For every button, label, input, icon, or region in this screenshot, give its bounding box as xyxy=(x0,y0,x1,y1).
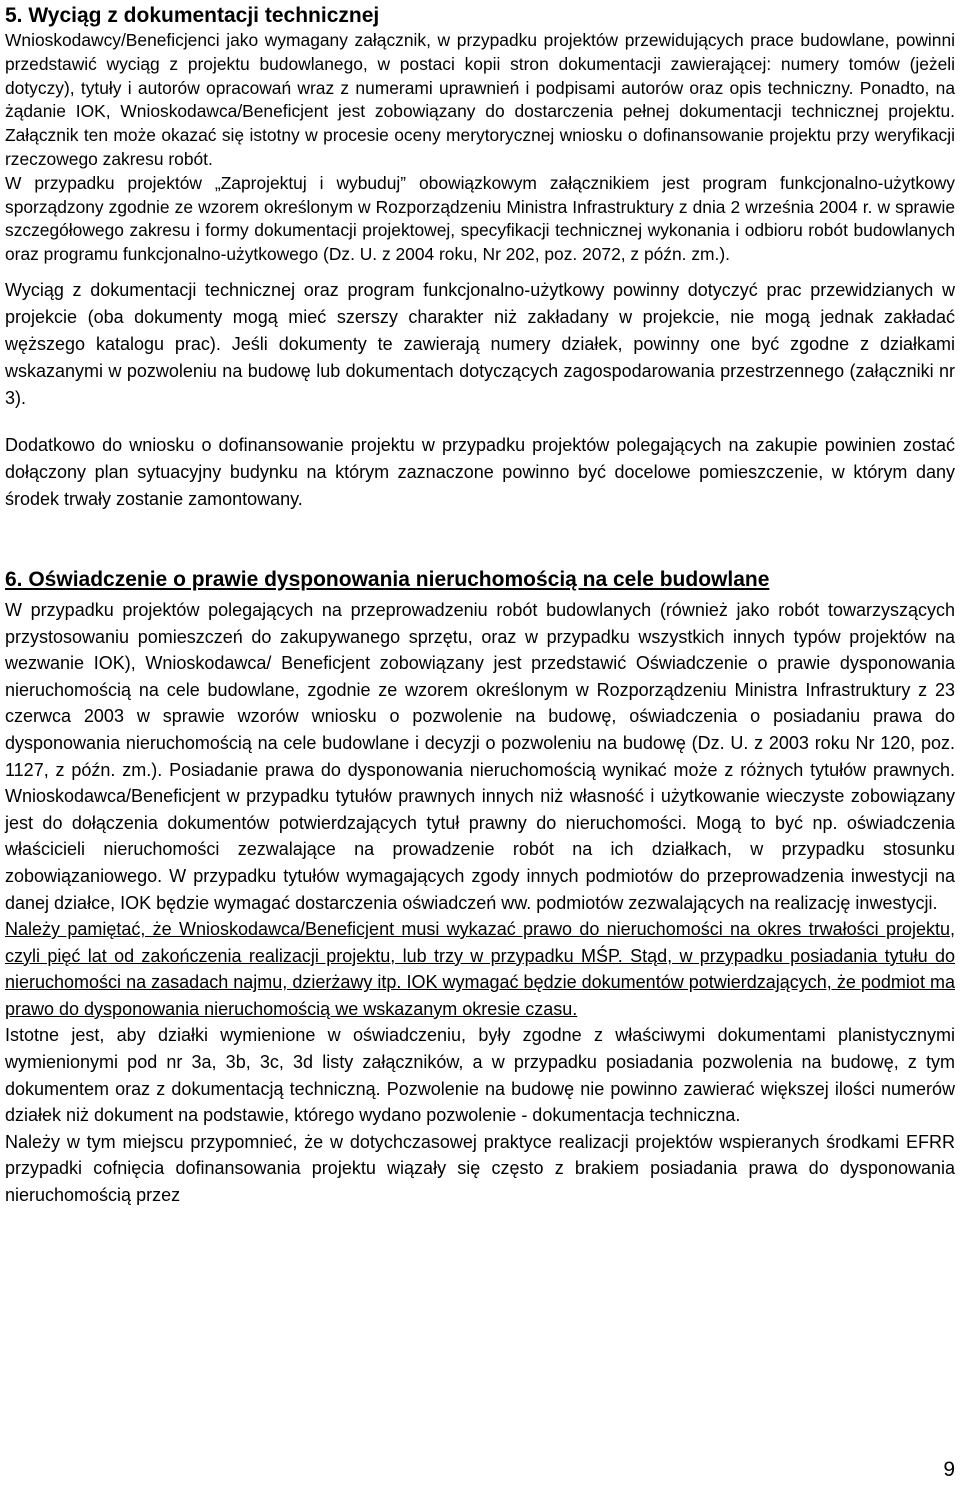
section-6-paragraph-3: Istotne jest, aby działki wymienione w oświadczeniu, były zgodne z właściwymi dokumentami planistycznymi wymienionymi pod nr 3a, 3b, 3c, 3d listy załączników, a w przypadku posiadania pozwolenia na budowę, z tym dokumentem oraz z dokumentacją techniczną. Pozwolenie na budowę nie powinno zawierać większej ilości numerów działek niż dokument na podstawie, którego wydano pozwolenie - dokumentacja techniczna. xyxy=(5,1025,955,1126)
section-6 xyxy=(5,567,955,1209)
section-5-paragraph-1: Wnioskodawcy/Beneficjenci jako wymagany załącznik, w przypadku projektów przewidujących prace budowlane, powinni przedstawić wyciąg z projektu budowlanego, w postaci kopii stron dokumentacji zawierającej: numery tomów (jeżeli dotyczy), tytuły i autorów opracowań wraz z numerami uprawnień i podpisami autorów oraz opis techniczny. Ponadto, na żądanie IOK, Wnioskodawca/Beneficjent jest zobowiązany do dostarczenia pełnej dokumentacji technicznej projektu. Załącznik ten może okazać się istotny w procesie oceny merytorycznej wniosku o dofinansowanie projektu przy weryfikacji rzeczowego zakresu robót. xyxy=(5,30,955,169)
section-6-paragraph-2: Należy pamiętać, że Wnioskodawca/Beneficjent musi wykazać prawo do nieruchomości na okres trwałości projektu, czyli pięć lat od zakończenia realizacji projektu, lub trzy w przypadku MŚP. Stąd, w przypadku posiadania tytułu do nieruchomości na zasadach najmu, dzierżawy itp. IOK wymagać będzie dokumentów potwierdzających, że podmiot ma prawo do dysponowania nieruchomością we wskazanym okresie czasu. xyxy=(5,919,955,1019)
document-page xyxy=(5,0,955,1209)
section-5 xyxy=(5,0,955,267)
section-5-heading: 5. Wyciąg z dokumentacji technicznej xyxy=(5,4,380,27)
section-6-heading: 6. Oświadczenie o prawie dysponowania nieruchomością na cele budowlane xyxy=(5,567,770,591)
section-5-paragraph-3: Wyciąg z dokumentacji technicznej oraz program funkcjonalno-użytkowy powinny dotyczyć prac przewidzianych w projekcie (oba dokumenty mogą mieć szerszy charakter niż zakładany w projekcie, nie mogą jednak zakładać węższego katalogu prac). Jeśli dokumenty te zawierają numery działek, powinny one być zgodne z działkami wskazanymi w pozwoleniu na budowę lub dokumentach dotyczących zagospodarowania przestrzennego (załączniki nr 3). xyxy=(5,279,955,408)
section-5-continued xyxy=(5,277,955,513)
section-6-paragraph-4: Należy w tym miejscu przypomnieć, że w dotychczasowej praktyce realizacji projektów wspieranych środkami EFRR przypadki cofnięcia dofinansowania projektu wiązały się często z brakiem posiadania prawa do dysponowania nieruchomością przez xyxy=(5,1131,955,1206)
section-6-paragraph-1: W przypadku projektów polegających na przeprowadzeniu robót budowlanych (również jako robót towarzyszących przystosowaniu pomieszczeń do zakupywanego sprzętu, oraz w przypadku wszystkich innych typów projektów na wezwanie IOK), Wnioskodawca/ Beneficjent zobowiązany jest przedstawić Oświadczenie o prawie dysponowania nieruchomością na cele budowlane, zgodnie ze wzorem określonym w Rozporządzeniu Ministra Infrastruktury z 23 czerwca 2003 w sprawie wzorów wniosku o pozwolenie na budowę, oświadczenia o posiadaniu prawa do dysponowania nieruchomością na cele budowlane i decyzji o pozwoleniu na budowę (Dz. U. z 2003 roku Nr 120, poz. 1127, z późn. zm.). Posiadanie prawa do dysponowania nieruchomością wynikać może z różnych tytułów prawnych. Wnioskodawca/Beneficjent w przypadku tytułów prawnych innych niż własność i użytkowanie wieczyste zobowiązany jest do dołączenia dokumentów potwierdzających tytuł prawny do nieruchomości. Mogą to być np. oświadczenia właścicieli nieruchomości zezwalające na prowadzenie robót na ich działkach, w przypadku stosunku zobowiązaniowego. W przypadku tytułów wymagających zgody innych podmiotów do przeprowadzenia inwestycji na danej działce, IOK będzie wymagać dostarczenia oświadczeń ww. podmiotów zezwalających na realizację inwestycji. xyxy=(5,599,955,913)
page-number: 9 xyxy=(943,1458,955,1481)
section-5-paragraph-2: W przypadku projektów „Zaprojektuj i wybuduj” obowiązkowym załącznikiem jest program funkcjonalno-użytkowy sporządzony zgodnie ze wzorem określonym w Rozporządzeniu Ministra Infrastruktury z dnia 2 września 2004 r. w sprawie szczegółowego zakresu i formy dokumentacji projektowej, specyfikacji technicznej wykonania i odbioru robót budowlanych oraz programu funkcjonalno-użytkowego (Dz. U. z 2004 roku, Nr 202, poz. 2072, z późn. zm.). xyxy=(5,172,955,265)
section-5-paragraph-4: Dodatkowo do wniosku o dofinansowanie projektu w przypadku projektów polegających na zakupie powinien zostać dołączony plan sytuacyjny budynku na którym zaznaczone powinno być docelowe pomieszczenie, w którym dany środek trwały zostanie zamontowany. xyxy=(5,434,955,509)
